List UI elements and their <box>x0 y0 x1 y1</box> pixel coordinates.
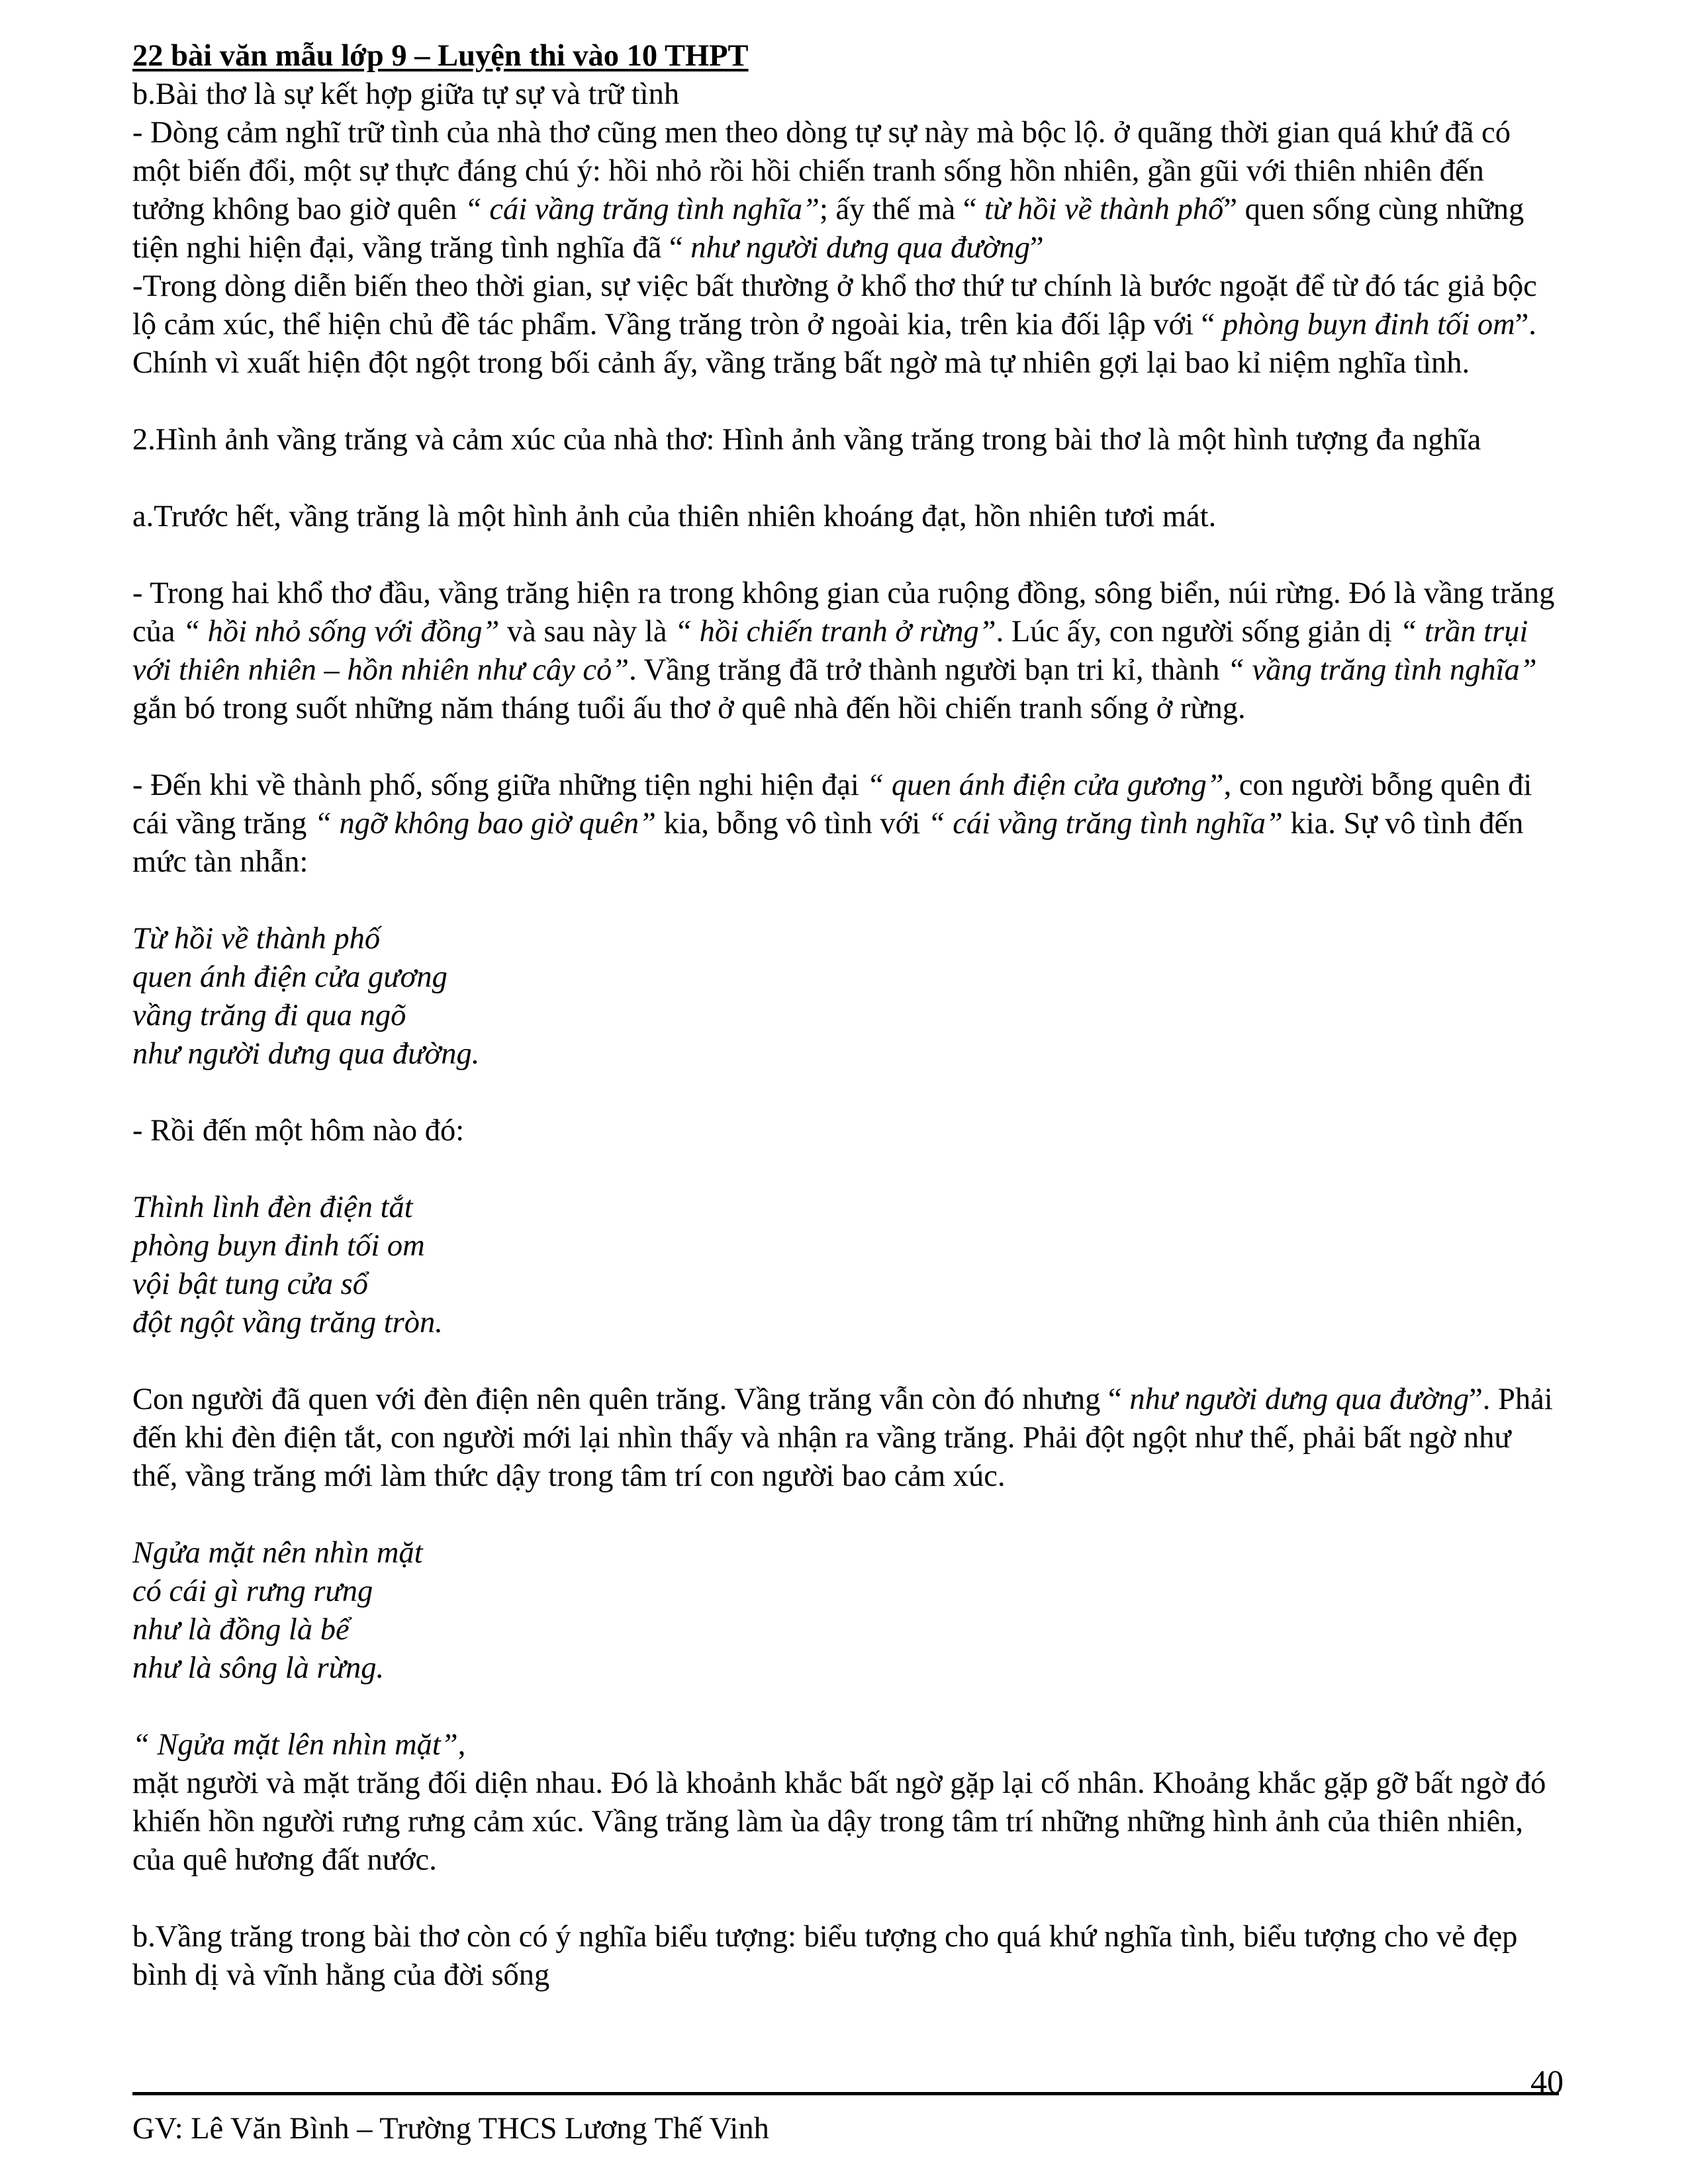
spacer <box>132 1496 1562 1534</box>
poem-line: phòng buyn đinh tối om <box>132 1229 425 1263</box>
paragraph-5: - Rồi đến một hôm nào đó: <box>132 1114 465 1148</box>
section-2a-heading: a.Trước hết, vầng trăng là một hình ảnh của thiên nhiên khoáng đạt, hồn nhiên tươi mát. <box>132 500 1217 533</box>
document-page <box>132 37 1562 1995</box>
paragraph-3: - Trong hai khổ thơ đầu, vầng trăng hiện ra trong không gian của ruộng đồng, sông biển, núi rừng. Đó là vầng trăng của “ hồi nhỏ sống với đồng” và sau này là “ hồi chiến tranh ở rừng”. Lúc ấy, con người sống giản dị “ trần trụi với thiên nhiên – hồn nhiên như cây cỏ”. Vầng trăng đã trở thành người bạn tri kỉ, thành “ vầng trăng tình nghĩa” gắn bó trong suốt những năm tháng tuổi ấu thơ ở quê nhà đến hồi chiến tranh sống ở rừng. <box>132 576 1555 725</box>
paragraph-1: - Dòng cảm nghĩ trữ tình của nhà thơ cũng men theo dòng tự sự này mà bộc lộ. ở quãng thời gian quá khứ đã có một biến đổi, một sự thực đáng chú ý: hồi nhỏ rồi hồi chiến tranh sống hồn nhiên, gần gũi với thiên nhiên đến tưởng không bao giờ quên “ cái vầng trăng tình nghĩa”; ấy thế mà “ từ hồi về thành phố” quen sống cùng những tiện nghi hiện đại, vầng trăng tình nghĩa đã “ như người dưng qua đường” <box>132 116 1524 265</box>
poem-line: Từ hồi về thành phố <box>132 922 381 956</box>
spacer <box>132 1880 1562 1918</box>
spacer <box>132 1688 1562 1726</box>
paragraph-6: Con người đã quen với đèn điện nên quên trăng. Vầng trăng vẫn còn đó nhưng “ như người dưng qua đường”. Phải đến khi đèn điện tắt, con người mới lại nhìn thấy và nhận ra vầng trăng. Phải đột ngột như thế, phải bất ngờ như thế, vầng trăng mới làm thức dậy trong tâm trí con người bao cảm xúc. <box>132 1383 1553 1493</box>
poem-line: như là sông là rừng. <box>132 1651 385 1685</box>
document-title: 22 bài văn mẫu lớp 9 – Luyện thi vào 10 THPT <box>132 39 749 73</box>
footer-text: GV: Lê Văn Bình – Trường THCS Lương Thế Vinh <box>132 2112 769 2146</box>
footer-divider <box>132 2092 1559 2095</box>
spacer <box>132 1342 1562 1381</box>
section-2-heading: 2.Hình ảnh vầng trăng và cảm xúc của nhà thơ: Hình ảnh vầng trăng trong bài thơ là một hình tượng đa nghĩa <box>132 423 1481 457</box>
spacer <box>132 536 1562 574</box>
paragraph-4: - Đến khi về thành phố, sống giữa những tiện nghi hiện đại “ quen ánh điện cửa gương”, con người bỗng quên đi cái vầng trăng “ ngỡ không bao giờ quên” kia, bỗng vô tình với “ cái vầng trăng tình nghĩa” kia. Sự vô tình đến mức tàn nhẫn: <box>132 768 1532 879</box>
poem-line: như là đồng là bể <box>132 1613 350 1647</box>
poem-stanza-2 <box>132 1189 1562 1342</box>
poem-stanza-1 <box>132 920 1562 1073</box>
page-number: 40 <box>1530 2063 1564 2100</box>
poem-line: đột ngột vầng trăng tròn. <box>132 1306 443 1340</box>
spacer <box>132 728 1562 766</box>
poem-line: như người dưng qua đường. <box>132 1037 480 1071</box>
paragraph-7: mặt người và mặt trăng đối diện nhau. Đó là khoảnh khắc bất ngờ gặp lại cố nhân. Khoảng khắc gặp gỡ bất ngờ đó khiến hồn người rưng rưng cảm xúc. Vầng trăng làm ùa dậy trong tâm trí những những hình ảnh của thiên nhiên, của quê hương đất nước. <box>132 1766 1546 1877</box>
poem-line: Ngửa mặt nên nhìn mặt <box>132 1536 423 1570</box>
poem-line: Thình lình đèn điện tắt <box>132 1191 413 1224</box>
poem-line: vầng trăng đi qua ngõ <box>132 999 406 1032</box>
spacer <box>132 1073 1562 1112</box>
section-2b-heading: b.Vầng trăng trong bài thơ còn có ý nghĩa biểu tượng: biểu tượng cho quá khứ nghĩa tình, biểu tượng cho vẻ đẹp bình dị và vĩnh hằng của đời sống <box>132 1920 1518 1992</box>
poem-stanza-3 <box>132 1534 1562 1688</box>
spacer <box>132 459 1562 498</box>
poem-line: vội bật tung cửa sổ <box>132 1267 368 1301</box>
poem-line: có cái gì rưng rưng <box>132 1574 373 1608</box>
paragraph-2: -Trong dòng diễn biến theo thời gian, sự việc bất thường ở khổ thơ thứ tư chính là bước ngoặt để từ đó tác giả bộc lộ cảm xúc, thể hiện chủ đề tác phẩm. Vầng trăng tròn ở ngoài kia, trên kia đối lập với “ phòng buyn đinh tối om”. Chính vì xuất hiện đột ngột trong bối cảnh ấy, vầng trăng bất ngờ mà tự nhiên gợi lại bao kỉ niệm nghĩa tình. <box>132 269 1537 380</box>
quote-line: “ Ngửa mặt lên nhìn mặt”, <box>132 1728 466 1762</box>
spacer <box>132 383 1562 421</box>
poem-line: quen ánh điện cửa gương <box>132 960 447 994</box>
spacer <box>132 1150 1562 1189</box>
spacer <box>132 882 1562 920</box>
section-b1-heading: b.Bài thơ là sự kết hợp giữa tự sự và trữ tình <box>132 77 680 111</box>
